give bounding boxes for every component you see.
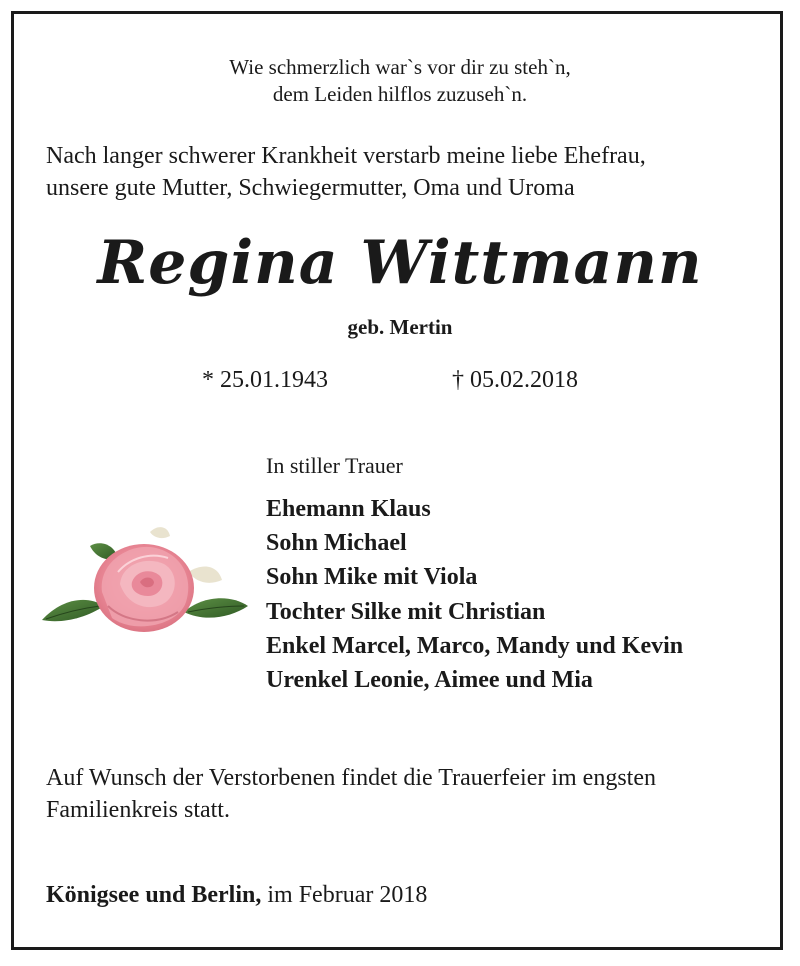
closing-line xyxy=(46,880,427,910)
intro-line-2: unsere gute Mutter, Schwiegermutter, Oma und Uroma xyxy=(46,175,575,201)
notice-line-2: Familienkreis statt. xyxy=(46,797,230,823)
mourner-name: Sohn Mike mit Viola xyxy=(266,564,478,591)
mourners-list xyxy=(266,492,786,697)
rose-icon xyxy=(38,522,250,640)
motto xyxy=(0,54,800,108)
mourner-name: Urenkel Leonie, Aimee und Mia xyxy=(266,667,593,694)
mourner-name: Sohn Michael xyxy=(266,530,407,557)
motto-line-1: Wie schmerzlich war`s vor dir zu steh`n, xyxy=(229,55,571,79)
closing-date: im Februar 2018 xyxy=(267,882,428,908)
funeral-notice xyxy=(46,762,776,826)
death-date: 05.02.2018 xyxy=(470,367,578,393)
mourner-name: Tochter Silke mit Christian xyxy=(266,598,546,625)
mourning-heading: In stiller Trauer xyxy=(266,453,403,478)
mourner-name: Enkel Marcel, Marco, Mandy und Kevin xyxy=(266,632,684,659)
mourner-name: Ehemann Klaus xyxy=(266,496,431,522)
birth-date: * 25.01.1943 xyxy=(202,367,328,393)
maiden-name: geb. Mertin xyxy=(347,315,453,339)
cross-icon: † xyxy=(452,367,464,393)
notice-line-1: Auf Wunsch der Verstorbenen findet die Trauerfeier im engsten xyxy=(46,765,656,791)
intro-line-1: Nach langer schwerer Krankheit verstarb meine liebe Ehefrau, xyxy=(46,143,646,169)
death-date-wrapper xyxy=(452,366,578,394)
deceased-name: Regina Wittmann xyxy=(97,228,703,298)
intro-text xyxy=(46,140,776,204)
closing-place: Königsee und Berlin, xyxy=(46,882,262,908)
motto-line-2: dem Leiden hilflos zuzuseh`n. xyxy=(272,82,528,106)
